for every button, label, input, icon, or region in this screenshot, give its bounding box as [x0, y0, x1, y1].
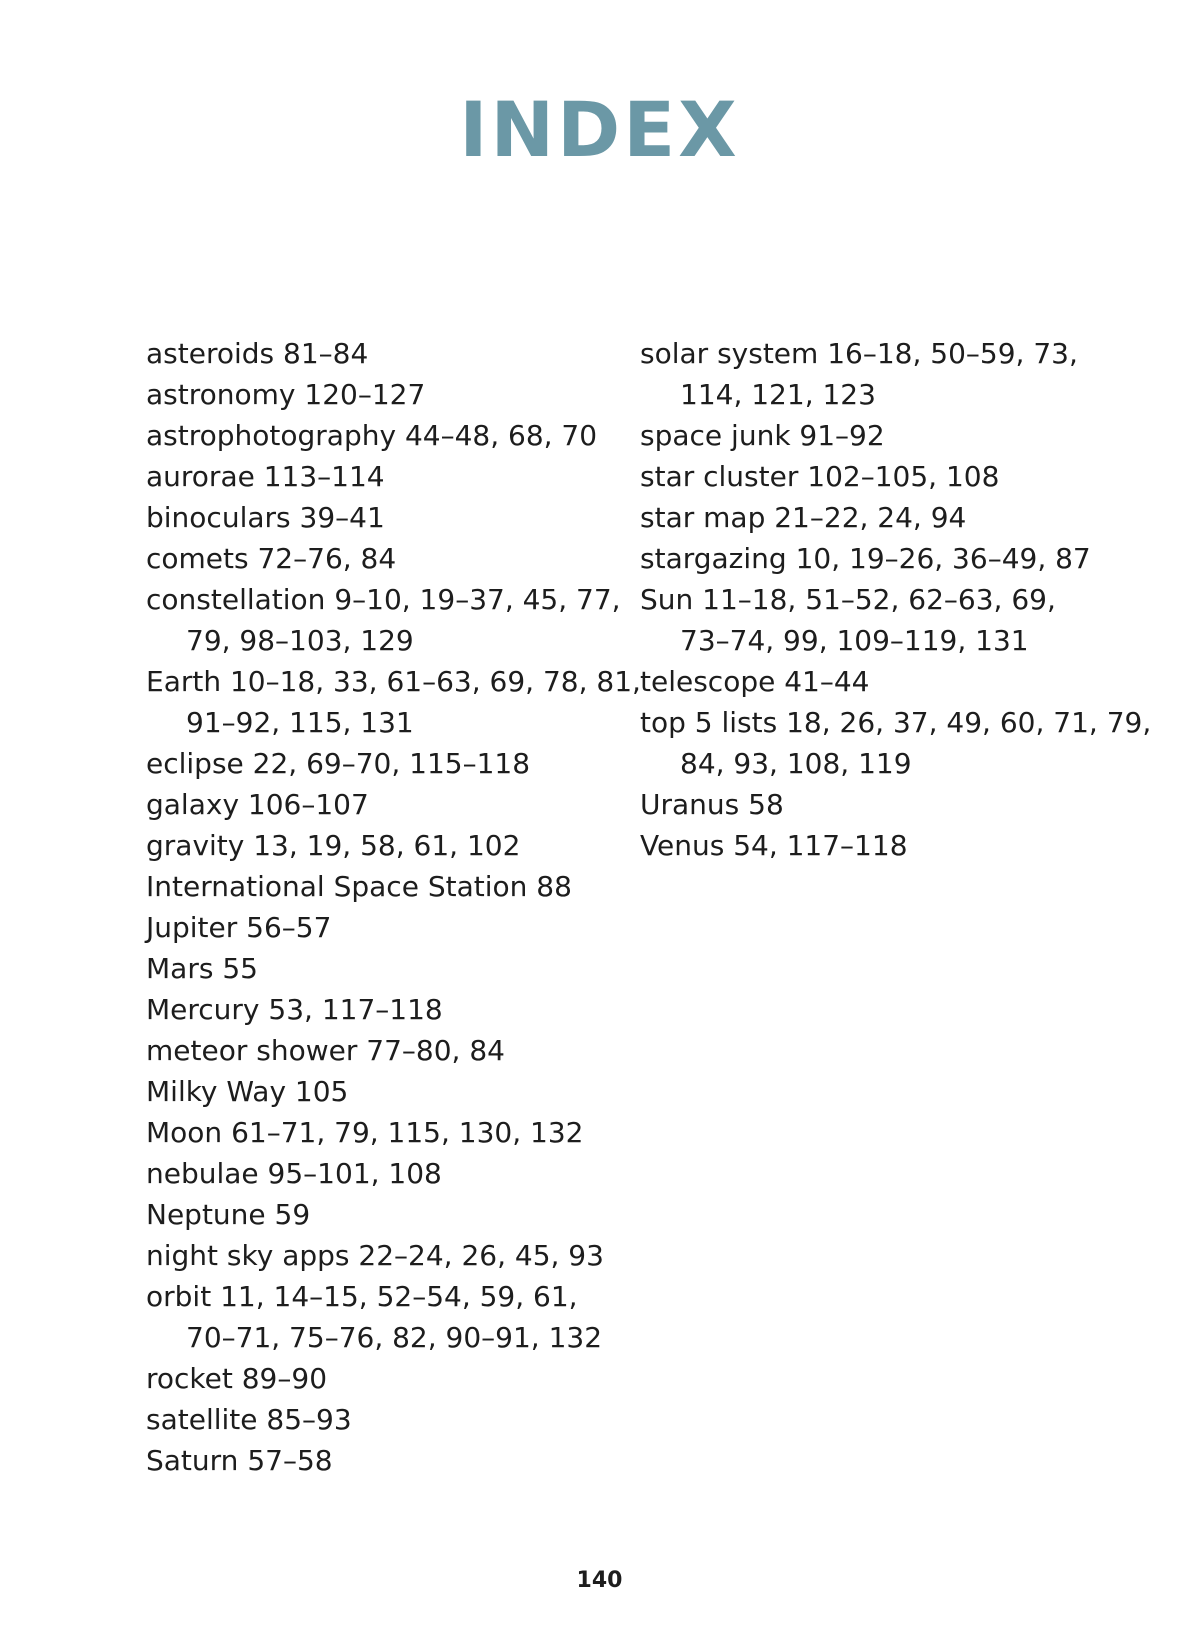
index-entry-continuation: 70–71, 75–76, 82, 90–91, 132 — [186, 1321, 603, 1354]
index-entry-text: Venus 54, 117–118 — [640, 829, 908, 862]
index-entry-text: Jupiter 56–57 — [146, 911, 332, 944]
index-entry — [146, 538, 596, 579]
index-entry — [146, 415, 596, 456]
index-entry — [640, 456, 1090, 497]
index-entry-text: nebulae 95–101, 108 — [146, 1157, 442, 1190]
index-entry-text: Neptune 59 — [146, 1198, 311, 1231]
index-entry — [640, 333, 1090, 415]
index-entry-text: Sun 11–18, 51–52, 62–63, 69, — [640, 583, 1056, 616]
index-column-right — [640, 333, 1152, 866]
index-entry — [640, 702, 1152, 784]
index-entry-text: constellation 9–10, 19–37, 45, 77, — [146, 583, 621, 616]
index-entry-text: aurorae 113–114 — [146, 460, 385, 493]
index-entry-text: telescope 41–44 — [640, 665, 870, 698]
index-entry-text: Milky Way 105 — [146, 1075, 349, 1108]
index-entry-text: satellite 85–93 — [146, 1403, 352, 1436]
index-entry — [146, 661, 641, 743]
index-entry-text: rocket 89–90 — [146, 1362, 328, 1395]
index-entry-text: night sky apps 22–24, 26, 45, 93 — [146, 1239, 604, 1272]
index-entry-text: asteroids 81–84 — [146, 337, 369, 370]
index-entry-text: space junk 91–92 — [640, 419, 885, 452]
index-entry — [146, 497, 596, 538]
index-entry-text: stargazing 10, 19–26, 36–49, 87 — [640, 542, 1091, 575]
index-entry — [640, 784, 1090, 825]
index-entry — [146, 1235, 604, 1276]
index-entry — [146, 374, 596, 415]
index-entry — [640, 415, 1090, 456]
index-entry — [146, 743, 596, 784]
index-entry-text: astronomy 120–127 — [146, 378, 426, 411]
index-entry — [146, 1440, 596, 1481]
page-number: 140 — [576, 1568, 623, 1593]
index-entry-text: eclipse 22, 69–70, 115–118 — [146, 747, 531, 780]
index-entry-text: International Space Station 88 — [146, 870, 572, 903]
index-entry-text: top 5 lists 18, 26, 37, 49, 60, 71, 79, — [640, 706, 1152, 739]
index-entry — [146, 1276, 603, 1358]
index-entry-text: binoculars 39–41 — [146, 501, 385, 534]
index-entry-text: Earth 10–18, 33, 61–63, 69, 78, 81, — [146, 665, 641, 698]
index-entry — [146, 333, 596, 374]
index-entry-continuation: 114, 121, 123 — [680, 378, 876, 411]
index-entry — [146, 579, 621, 661]
index-entry-text: Moon 61–71, 79, 115, 130, 132 — [146, 1116, 584, 1149]
index-entry-continuation: 84, 93, 108, 119 — [680, 747, 912, 780]
index-entry-text: Mars 55 — [146, 952, 258, 985]
index-entry-text: solar system 16–18, 50–59, 73, — [640, 337, 1078, 370]
index-entry — [146, 784, 596, 825]
index-entry — [146, 1112, 596, 1153]
page-title: INDEX — [459, 85, 740, 174]
index-entry — [146, 1030, 596, 1071]
index-entry-text: orbit 11, 14–15, 52–54, 59, 61, — [146, 1280, 578, 1313]
index-column-left — [146, 333, 641, 1481]
index-entry — [146, 866, 596, 907]
index-entry-text: Saturn 57–58 — [146, 1444, 333, 1477]
index-entry-continuation: 79, 98–103, 129 — [186, 624, 414, 657]
index-entry-text: Uranus 58 — [640, 788, 784, 821]
index-entry — [146, 907, 596, 948]
index-entry — [146, 456, 596, 497]
index-entry — [146, 989, 596, 1030]
index-entry — [146, 1358, 596, 1399]
index-entry-text: comets 72–76, 84 — [146, 542, 397, 575]
index-entry — [146, 948, 596, 989]
index-entry-text: star map 21–22, 24, 94 — [640, 501, 967, 534]
index-entry — [146, 825, 596, 866]
index-entry-text: meteor shower 77–80, 84 — [146, 1034, 505, 1067]
index-entry — [640, 538, 1090, 579]
index-entry — [640, 497, 1090, 538]
index-entry — [640, 661, 1090, 702]
index-entry — [146, 1153, 596, 1194]
index-entry-continuation: 73–74, 99, 109–119, 131 — [680, 624, 1029, 657]
index-entry-text: astrophotography 44–48, 68, 70 — [146, 419, 598, 452]
index-entry-text: Mercury 53, 117–118 — [146, 993, 443, 1026]
index-entry — [146, 1071, 596, 1112]
index-entry — [640, 579, 1090, 661]
index-entry — [146, 1194, 596, 1235]
index-entry — [146, 1399, 596, 1440]
index-entry-text: star cluster 102–105, 108 — [640, 460, 1000, 493]
index-entry-text: galaxy 106–107 — [146, 788, 369, 821]
index-entry-text: gravity 13, 19, 58, 61, 102 — [146, 829, 521, 862]
index-entry — [640, 825, 1090, 866]
index-entry-continuation: 91–92, 115, 131 — [186, 706, 414, 739]
